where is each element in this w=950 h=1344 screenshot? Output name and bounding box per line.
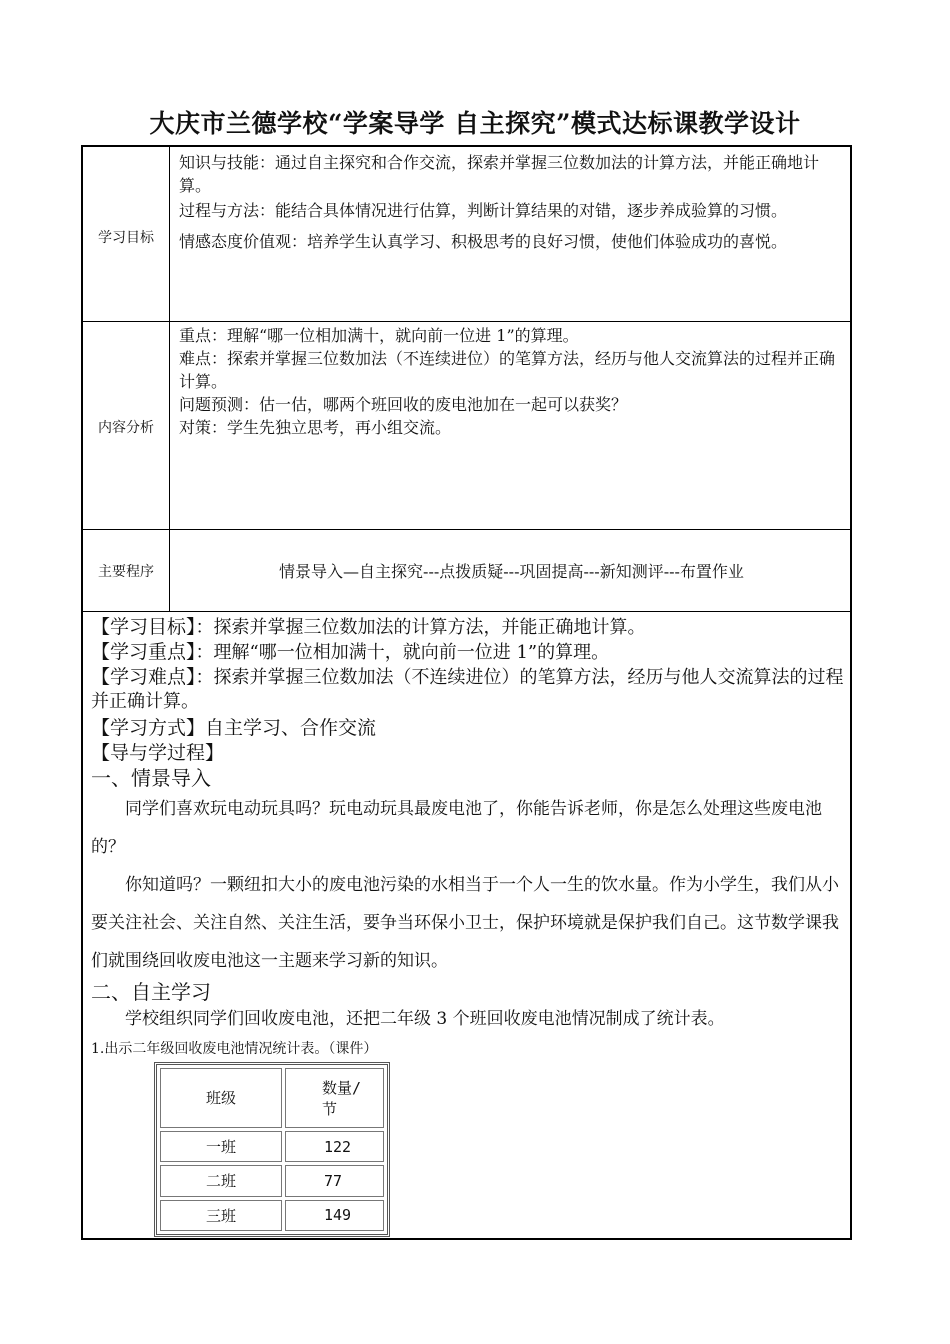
goal-line	[91, 615, 846, 640]
document-title: 大庆市兰德学校“学案导学 自主探究”模式达标课教学设计	[149, 109, 801, 138]
header-class: 班级	[160, 1068, 282, 1128]
difficulty-text: 难点：探索并掌握三位数加法（不连续进位）的笔算方法，经历与他人交流算法的过程并正确计算。	[179, 349, 836, 391]
table-row	[160, 1200, 384, 1231]
process-line	[91, 741, 846, 766]
goal-text: ：探索并掌握三位数加法的计算方法，并能正确地计算。	[195, 617, 646, 638]
quantity-cell: 77	[285, 1165, 384, 1196]
objectives-label: 学习目标	[98, 230, 154, 246]
quantity-cell: 149	[285, 1200, 384, 1231]
emotion-values-text: 情感态度价值观：培养学生认真学习、积极思考的良好习惯，使他们体验成功的喜悦。	[179, 232, 788, 251]
difficulty-line	[91, 665, 846, 714]
battery-stats-table	[154, 1062, 390, 1237]
key-heading: 【学习重点】	[91, 641, 196, 663]
row-divider	[83, 529, 850, 530]
table-row	[160, 1131, 384, 1162]
difficulty-text: ：探索并掌握三位数加法（不连续进位）的笔算方法，经历与他人交流算法的过程并正确计算。	[91, 667, 844, 712]
row-divider	[83, 611, 850, 612]
prediction-text: 问题预测：估一估，哪两个班回收的废电池加在一起可以获奖？	[179, 395, 628, 414]
self-study-paragraph: 学校组织同学们回收废电池，还把二年级 3 个班回收废电池情况制成了统计表。	[125, 1009, 725, 1029]
method-text: 自主学习、合作交流	[205, 717, 377, 739]
key-point-text: 重点：理解“哪一位相加满十，就向前一位进 1”的算理。	[179, 326, 579, 345]
process-heading: 【导与学过程】	[91, 742, 225, 764]
class-name-cell: 三班	[160, 1200, 282, 1231]
goal-heading: 【学习目标】	[91, 616, 196, 638]
program-label: 主要程序	[98, 564, 154, 580]
row-divider	[83, 321, 850, 322]
method-line	[91, 716, 846, 741]
class-name-cell: 二班	[160, 1165, 282, 1196]
difficulty-heading: 【学习难点】	[91, 666, 196, 688]
section-heading-intro: 一、情景导入	[91, 766, 211, 790]
intro-paragraph-2: 你知道吗？一颗纽扣大小的废电池污染的水相当于一个人一生的饮水量。作为小学生，我们从小要关注社会、关注自然、关注生活，要争当环保小卫士，保护环境就是保护我们自己。这节数学课我们就围绕回收废电池这一主题来学习新的知识。	[91, 875, 839, 971]
method-heading: 【学习方式】	[91, 717, 206, 739]
section-heading-self-study: 二、自主学习	[91, 980, 211, 1004]
column-divider	[169, 147, 170, 611]
objectives-content	[179, 151, 845, 253]
key-line	[91, 640, 846, 665]
lesson-body	[91, 615, 846, 1058]
process-method-text: 过程与方法：能结合具体情况进行估算，判断计算结果的对错，逐步养成验算的习惯。	[179, 201, 788, 220]
header-quantity: 数量/节	[285, 1068, 384, 1128]
class-name-cell: 一班	[160, 1131, 282, 1162]
table-row	[160, 1165, 384, 1196]
intro-paragraph-1: 同学们喜欢玩电动玩具吗？玩电动玩具最废电池了，你能告诉老师，你是怎么处理这些废电池的？	[91, 799, 822, 857]
analysis-content	[179, 324, 845, 439]
quantity-cell: 122	[285, 1131, 384, 1162]
lesson-plan-frame	[81, 145, 852, 1240]
knowledge-skills-text: 知识与技能：通过自主探究和合作交流，探索并掌握三位数加法的计算方法，并能正确地计算。	[179, 153, 820, 195]
item-1-text: 1.出示二年级回收废电池情况统计表。（课件）	[91, 1041, 378, 1057]
analysis-label: 内容分析	[98, 420, 154, 436]
program-text: 情景导入—自主探究---点拨质疑---巩固提高---新知测评---布置作业	[279, 562, 744, 581]
strategy-text: 对策：学生先独立思考，再小组交流。	[179, 418, 452, 437]
key-text: ：理解“哪一位相加满十，就向前一位进 1”的算理。	[195, 642, 610, 663]
table-header-row	[160, 1068, 384, 1128]
